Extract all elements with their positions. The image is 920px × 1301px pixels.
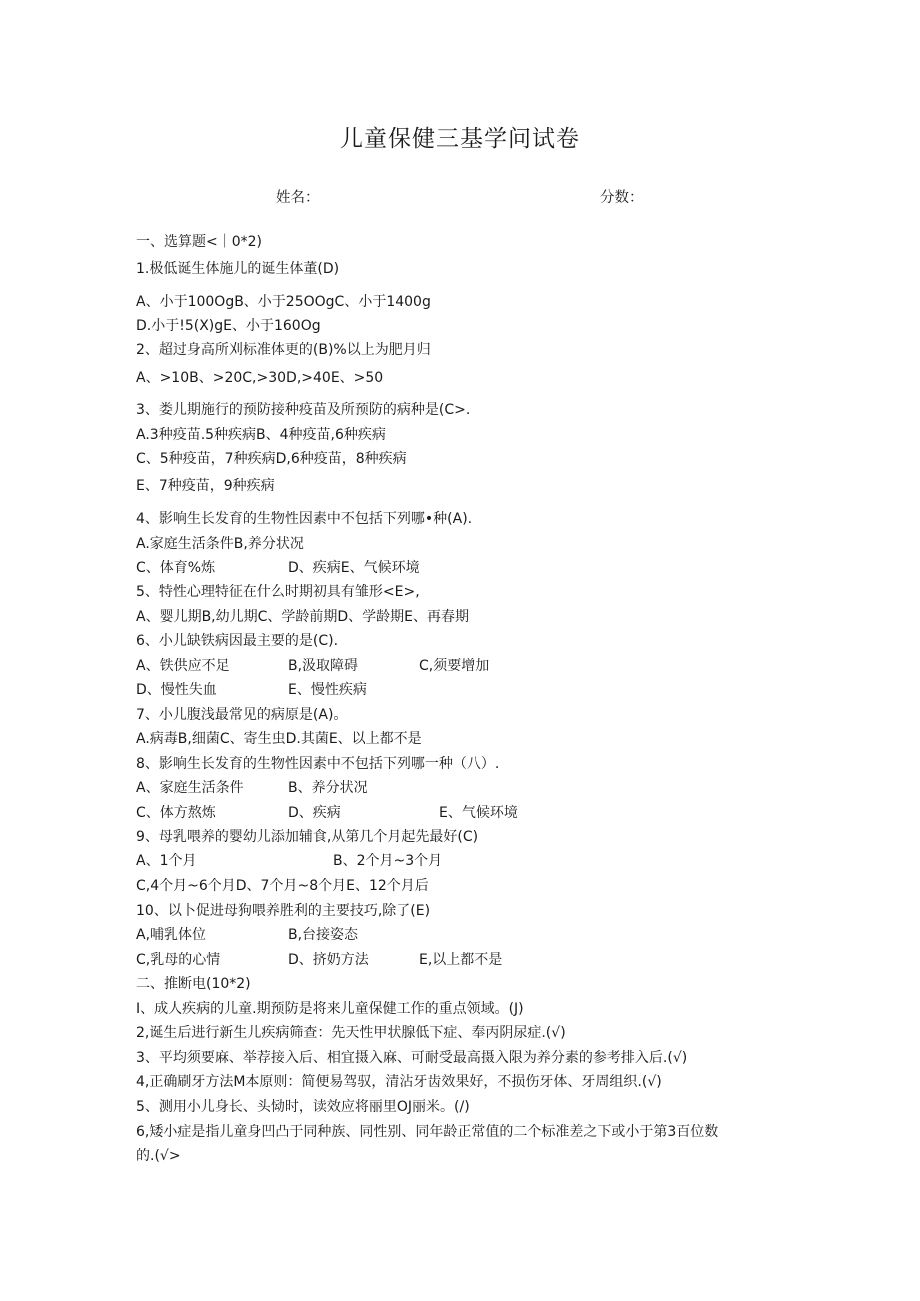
page-title: 儿童保健三基学问试卷 bbox=[340, 126, 580, 152]
line-segment: 2,诞生后进行新生儿疾病筛查：先天性甲状腺低下症、奉丙阴尿症.(√) bbox=[136, 1025, 566, 1041]
text-line bbox=[136, 657, 816, 675]
text-line bbox=[136, 779, 816, 797]
line-segment: 5、测用小儿身长、头恸时，读效应将丽里OJ丽米。(/) bbox=[136, 1099, 470, 1115]
line-segment: B、2个月~3个月 bbox=[333, 853, 443, 869]
line-segment: E、慢性疾病 bbox=[288, 682, 367, 698]
text-line bbox=[136, 608, 816, 626]
line-segment: E,以上都不是 bbox=[419, 952, 503, 968]
line-segment: 的.(√> bbox=[136, 1148, 181, 1164]
text-line bbox=[136, 1024, 816, 1042]
line-segment: 6,矮小症是指儿童身凹凸于同种族、同性别、同年龄正常值的二个标准差之下或小于第3百位数 bbox=[136, 1124, 719, 1140]
line-segment: I、成人疾病的儿童.期预防是将来儿童保健工作的重点领域。(J) bbox=[136, 1001, 524, 1017]
text-line bbox=[136, 804, 816, 822]
text-line bbox=[136, 341, 816, 359]
text-line bbox=[136, 583, 816, 601]
text-line bbox=[136, 260, 816, 278]
line-segment: 5、特性心理特征在什么时期初具有雏形<E>, bbox=[136, 584, 420, 600]
text-line bbox=[136, 293, 816, 311]
text-line bbox=[136, 1147, 816, 1165]
text-line bbox=[136, 902, 816, 920]
text-line bbox=[136, 401, 816, 419]
text-line bbox=[136, 233, 816, 251]
text-line bbox=[136, 926, 816, 944]
text-line bbox=[136, 975, 816, 993]
score-label: 分数： bbox=[600, 190, 644, 206]
text-line bbox=[136, 317, 816, 335]
line-segment: 2、超过身高所刈标准体更的(B)%以上为肥月归 bbox=[136, 342, 431, 358]
line-segment: A,哺乳体位 bbox=[136, 927, 207, 943]
text-line bbox=[136, 1098, 816, 1116]
line-segment: C、5种疫苗，7种疾病D,6种疫苗，8种疾病 bbox=[136, 451, 407, 467]
text-line bbox=[136, 1123, 816, 1141]
text-line bbox=[136, 369, 816, 387]
line-segment: B、养分状况 bbox=[288, 780, 368, 796]
text-line bbox=[136, 877, 816, 895]
text-line bbox=[136, 535, 816, 553]
line-segment: C,乳母的心情 bbox=[136, 952, 221, 968]
text-line bbox=[136, 706, 816, 724]
text-line bbox=[136, 559, 816, 577]
line-segment: 10、以卜促进母狗喂养胜利的主要技巧,除了(E) bbox=[136, 903, 431, 919]
line-segment: 一、选算题<｜0*2) bbox=[136, 234, 263, 250]
line-segment: C、体育%炼 bbox=[136, 560, 216, 576]
line-segment: 3、娄儿期施行的预防接种疫苗及所预防的病种是(C>. bbox=[136, 402, 471, 418]
line-segment: A、小于100OgB、小于25OOgC、小于1400g bbox=[136, 294, 431, 310]
line-segment: A、铁供应不足 bbox=[136, 658, 230, 674]
line-segment: E、7种疫苗，9种疾病 bbox=[136, 478, 275, 494]
name-label: 姓名： bbox=[276, 190, 320, 206]
text-line bbox=[136, 828, 816, 846]
text-line bbox=[136, 755, 816, 773]
text-line bbox=[136, 730, 816, 748]
line-segment: 6、小儿缺铁病因最主要的是(C). bbox=[136, 633, 339, 649]
line-segment: 4、影响生长发育的生物性因素中不包括下列哪•种(A). bbox=[136, 511, 473, 527]
line-segment: A.病毒B,细菌C、寄生虫D.其菌E、以上都不是 bbox=[136, 731, 422, 747]
line-segment: A.3种疫苗.5种疾病B、4种疫苗,6种疾病 bbox=[136, 427, 386, 443]
line-segment: C,4个月~6个月D、7个月~8个月E、12个月后 bbox=[136, 878, 429, 894]
line-segment: E、气候环境 bbox=[439, 805, 518, 821]
text-line bbox=[136, 1073, 816, 1091]
text-line bbox=[136, 1000, 816, 1018]
line-segment: A、>10B、>20C,>30D,>40E、>50 bbox=[136, 370, 384, 386]
line-segment: B,汲取障碍 bbox=[288, 658, 359, 674]
line-segment: B,台接姿态 bbox=[288, 927, 359, 943]
line-segment: 9、母乳喂养的婴幼儿添加辅食,从第几个月起先最好(C) bbox=[136, 829, 479, 845]
text-line bbox=[136, 951, 816, 969]
text-line bbox=[136, 632, 816, 650]
line-segment: D.小于!5(X)gE、小于160Og bbox=[136, 318, 321, 334]
text-line bbox=[136, 426, 816, 444]
line-segment: A、1个月 bbox=[136, 853, 197, 869]
line-segment: 二、推断电(10*2) bbox=[136, 976, 251, 992]
line-segment: 8、影响生长发育的生物性因素中不包括下列哪一种（八）. bbox=[136, 756, 500, 772]
line-segment: C,须要增加 bbox=[419, 658, 490, 674]
text-line bbox=[136, 477, 816, 495]
text-line bbox=[136, 1049, 816, 1067]
line-segment: A.家庭生活条件B,养分状况 bbox=[136, 536, 304, 552]
line-segment: D、疾病 bbox=[288, 805, 341, 821]
line-segment: A、家庭生活条件 bbox=[136, 780, 244, 796]
line-segment: 4,正确刷牙方法M本原则：简便易驾驭，清沾牙齿效果好，不损伤牙体、牙周组织.(√) bbox=[136, 1074, 662, 1090]
line-segment: 3、平均须要麻、举荐接入后、相宜摄入麻、可耐受最高摄入限为养分素的参考排入后.(√) bbox=[136, 1050, 688, 1066]
text-line bbox=[136, 852, 816, 870]
line-segment: D、慢性失血 bbox=[136, 682, 217, 698]
text-line bbox=[136, 450, 816, 468]
text-line bbox=[136, 510, 816, 528]
line-segment: C、体方熬炼 bbox=[136, 805, 216, 821]
line-segment: A、婴儿期B,幼儿期C、学龄前期D、学龄期E、再春期 bbox=[136, 609, 470, 625]
line-segment: 1.极低诞生体施儿的诞生体董(D) bbox=[136, 261, 340, 277]
line-segment: 7、小儿腹浅最常见的病原是(A)。 bbox=[136, 707, 348, 723]
line-segment: D、挤奶方法 bbox=[288, 952, 369, 968]
text-line bbox=[136, 681, 816, 699]
line-segment: D、疾病E、气候环境 bbox=[288, 560, 420, 576]
